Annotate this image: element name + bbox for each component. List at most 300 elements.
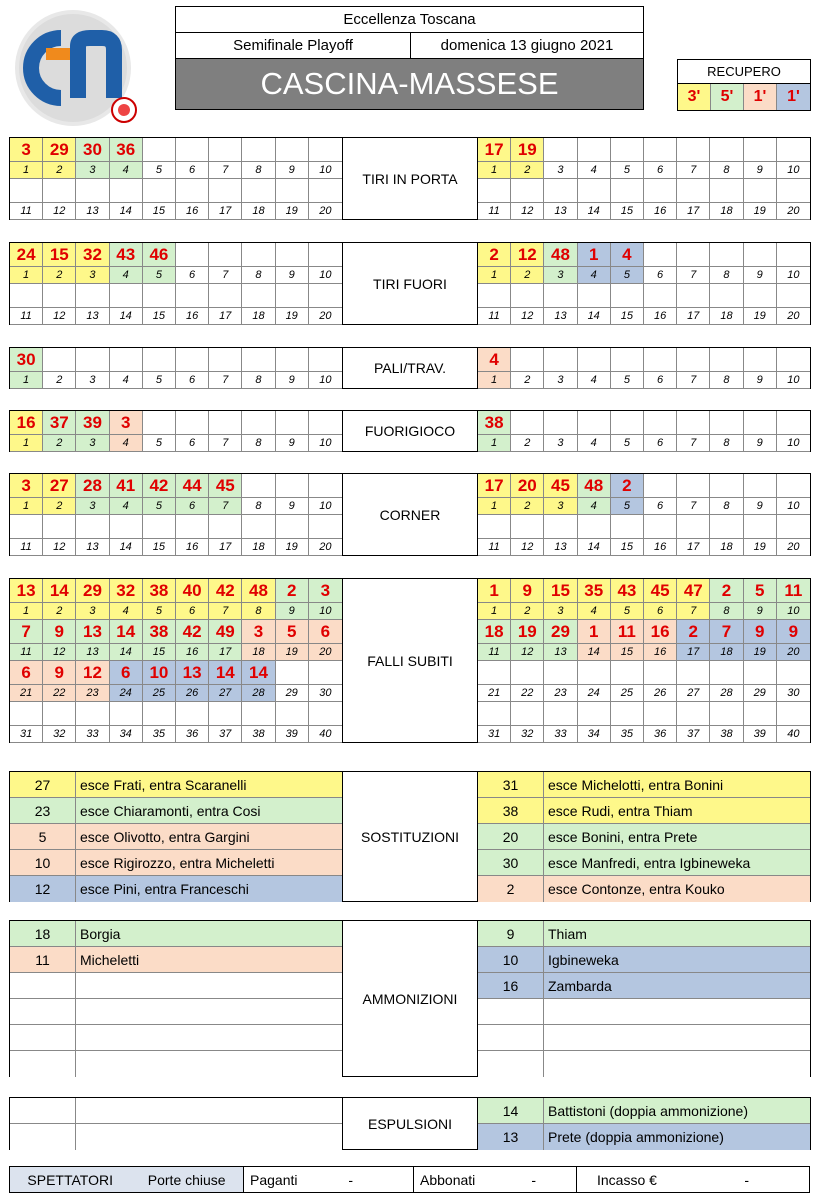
minute-cell	[544, 179, 577, 203]
minute: 31	[478, 772, 544, 798]
minute-cell: 42	[176, 620, 209, 644]
index-cell: 33	[76, 726, 109, 743]
minute-cell	[76, 348, 109, 372]
minute-cell	[578, 348, 611, 372]
index-cell: 21	[10, 685, 43, 702]
minute-cell	[478, 284, 511, 308]
index-cell: 13	[76, 644, 109, 661]
home-grid-3	[9, 410, 343, 452]
minute-cell	[110, 284, 143, 308]
event-text	[76, 973, 342, 999]
index-cell: 19	[276, 539, 309, 556]
minute-cell: 13	[76, 620, 109, 644]
index-cell: 40	[777, 726, 810, 743]
index-cell: 16	[176, 539, 209, 556]
minute-cell	[143, 284, 176, 308]
minute-cell: 12	[76, 661, 109, 685]
index-cell: 14	[110, 308, 143, 325]
home-grid-4	[9, 473, 343, 556]
minute-cell: 2	[677, 620, 710, 644]
minute: 14	[478, 1098, 544, 1124]
minute-cell	[677, 284, 710, 308]
index-cell: 17	[677, 308, 710, 325]
phase-label: Semifinale Playoff	[175, 32, 411, 59]
section-label: FALLI SUBITI	[343, 578, 477, 743]
index-cell: 9	[744, 162, 777, 179]
event-text	[76, 1025, 342, 1051]
minute-cell	[644, 515, 677, 539]
minute-cell	[76, 179, 109, 203]
minute	[10, 1051, 76, 1077]
minute-cell: 24	[10, 243, 43, 267]
minute-cell	[744, 702, 777, 726]
index-cell: 27	[209, 685, 242, 702]
index-cell: 7	[677, 498, 710, 515]
index-cell: 2	[43, 498, 76, 515]
minute-cell	[710, 138, 743, 162]
minute-cell: 18	[478, 620, 511, 644]
index-cell: 37	[677, 726, 710, 743]
index-cell: 10	[309, 498, 342, 515]
index-cell: 19	[744, 308, 777, 325]
home-grid-2	[9, 347, 343, 389]
index-cell: 18	[710, 539, 743, 556]
index-cell: 7	[677, 603, 710, 620]
minute-cell: 32	[76, 243, 109, 267]
index-cell: 1	[10, 267, 43, 284]
index-cell: 13	[76, 539, 109, 556]
event-text: Micheletti	[76, 947, 342, 973]
index-cell: 3	[544, 603, 577, 620]
minute-cell: 19	[511, 138, 544, 162]
index-cell: 6	[644, 162, 677, 179]
event-text: Borgia	[76, 921, 342, 947]
minute-cell	[511, 179, 544, 203]
minute-cell	[43, 515, 76, 539]
index-cell: 24	[578, 685, 611, 702]
minute-cell	[309, 179, 342, 203]
minute: 12	[10, 876, 76, 902]
index-cell: 15	[143, 644, 176, 661]
index-cell: 26	[176, 685, 209, 702]
index-cell: 8	[710, 603, 743, 620]
index-cell: 17	[677, 539, 710, 556]
away-grid-0	[477, 137, 811, 220]
minute-cell	[710, 179, 743, 203]
minute: 10	[10, 850, 76, 876]
minute-cell	[777, 243, 810, 267]
index-cell: 36	[644, 726, 677, 743]
index-cell: 26	[644, 685, 677, 702]
paganti-label: Paganti	[250, 1171, 298, 1188]
index-cell: 17	[209, 308, 242, 325]
minute-cell: 37	[43, 411, 76, 435]
index-cell: 8	[242, 267, 275, 284]
index-cell: 35	[611, 726, 644, 743]
index-cell: 3	[544, 498, 577, 515]
index-cell: 36	[176, 726, 209, 743]
index-cell: 13	[544, 539, 577, 556]
minute-cell	[544, 515, 577, 539]
index-cell: 7	[209, 267, 242, 284]
index-cell: 6	[176, 162, 209, 179]
index-cell: 2	[43, 372, 76, 389]
minute-cell: 44	[176, 474, 209, 498]
minute-cell	[544, 138, 577, 162]
index-cell: 5	[143, 372, 176, 389]
minute-cell	[578, 411, 611, 435]
home-grid-0	[9, 137, 343, 220]
index-cell: 15	[611, 308, 644, 325]
minute-cell	[276, 661, 309, 685]
minute-cell: 2	[710, 579, 743, 603]
index-cell: 9	[276, 267, 309, 284]
recupero-value: 5'	[711, 84, 744, 110]
minute-cell	[209, 179, 242, 203]
minute-cell	[309, 411, 342, 435]
minute-cell	[478, 515, 511, 539]
index-cell: 19	[744, 539, 777, 556]
minute-cell: 9	[43, 661, 76, 685]
index-cell: 15	[143, 203, 176, 220]
minute-cell	[744, 179, 777, 203]
index-cell: 14	[110, 203, 143, 220]
index-cell: 23	[76, 685, 109, 702]
minute-cell: 11	[611, 620, 644, 644]
event-text: esce Chiaramonti, entra Cosi	[76, 798, 342, 824]
minute-cell	[76, 702, 109, 726]
minute-cell	[744, 515, 777, 539]
index-cell: 30	[309, 685, 342, 702]
minute-cell	[578, 284, 611, 308]
minute-cell	[777, 661, 810, 685]
minute-cell	[176, 138, 209, 162]
minute-cell	[309, 243, 342, 267]
index-cell: 17	[209, 539, 242, 556]
index-cell: 11	[10, 644, 43, 661]
minute-cell	[110, 702, 143, 726]
minute-cell: 45	[209, 474, 242, 498]
index-cell: 13	[76, 203, 109, 220]
minute-cell: 1	[478, 579, 511, 603]
index-cell: 39	[276, 726, 309, 743]
minute-cell	[611, 515, 644, 539]
section-label: TIRI FUORI	[343, 242, 477, 325]
index-cell: 2	[43, 435, 76, 452]
index-cell: 10	[777, 498, 810, 515]
minute-cell	[242, 348, 275, 372]
minute-cell	[478, 702, 511, 726]
index-cell: 8	[710, 498, 743, 515]
index-cell: 18	[710, 644, 743, 661]
index-cell: 17	[209, 644, 242, 661]
minute-cell	[611, 284, 644, 308]
recupero-value: 3'	[678, 84, 711, 110]
minute-cell: 2	[478, 243, 511, 267]
index-cell: 1	[10, 603, 43, 620]
index-cell: 7	[209, 372, 242, 389]
index-cell: 10	[777, 267, 810, 284]
index-cell: 2	[511, 267, 544, 284]
index-cell: 8	[710, 435, 743, 452]
index-cell: 5	[143, 603, 176, 620]
event-text: esce Olivotto, entra Gargini	[76, 824, 342, 850]
index-cell: 17	[677, 203, 710, 220]
index-cell: 3	[544, 435, 577, 452]
index-cell: 7	[677, 435, 710, 452]
minute-cell: 35	[578, 579, 611, 603]
event-text	[76, 999, 342, 1025]
index-cell: 12	[511, 203, 544, 220]
index-cell: 10	[309, 603, 342, 620]
index-cell: 11	[478, 203, 511, 220]
minute-cell	[76, 515, 109, 539]
event-text: esce Rudi, entra Thiam	[544, 798, 810, 824]
minute-cell	[777, 179, 810, 203]
minute-cell: 30	[76, 138, 109, 162]
minute-cell: 45	[644, 579, 677, 603]
match-title: CASCINA-MASSESE	[175, 58, 644, 110]
index-cell: 4	[578, 267, 611, 284]
index-cell: 6	[644, 435, 677, 452]
event-text: Prete (doppia ammonizione)	[544, 1124, 810, 1150]
minute-cell	[710, 702, 743, 726]
minute: 23	[10, 798, 76, 824]
index-cell: 4	[578, 603, 611, 620]
recupero-label: RECUPERO	[678, 60, 810, 84]
index-cell: 28	[242, 685, 275, 702]
index-cell: 1	[478, 162, 511, 179]
minute-cell	[176, 179, 209, 203]
minute-cell	[276, 474, 309, 498]
event-text: esce Manfredi, entra Igbineweka	[544, 850, 810, 876]
index-cell: 4	[110, 162, 143, 179]
event-text: Thiam	[544, 921, 810, 947]
minute-cell: 46	[143, 243, 176, 267]
index-cell: 1	[478, 603, 511, 620]
section-label: TIRI IN PORTA	[343, 137, 477, 220]
minute-cell	[209, 243, 242, 267]
minute-cell	[176, 348, 209, 372]
index-cell: 13	[544, 308, 577, 325]
minute-cell: 13	[10, 579, 43, 603]
index-cell: 38	[242, 726, 275, 743]
minute-cell: 17	[478, 138, 511, 162]
minute-cell	[209, 284, 242, 308]
minute-cell: 9	[744, 620, 777, 644]
index-cell: 10	[777, 435, 810, 452]
minute-cell	[176, 702, 209, 726]
recupero-value: 1'	[744, 84, 777, 110]
minute-cell: 12	[511, 243, 544, 267]
minute-cell: 29	[76, 579, 109, 603]
minute-cell	[143, 179, 176, 203]
index-cell: 12	[511, 644, 544, 661]
index-cell: 4	[110, 498, 143, 515]
index-cell: 3	[76, 372, 109, 389]
index-cell: 11	[478, 539, 511, 556]
minute-cell	[10, 284, 43, 308]
index-cell: 22	[43, 685, 76, 702]
index-cell: 11	[10, 203, 43, 220]
event-text: Igbineweka	[544, 947, 810, 973]
minute-cell	[744, 138, 777, 162]
incasso-label: Incasso €	[597, 1171, 657, 1188]
minute-cell: 10	[143, 661, 176, 685]
index-cell: 11	[478, 308, 511, 325]
sostituzioni-label: SOSTITUZIONI	[343, 771, 477, 902]
index-cell: 2	[43, 603, 76, 620]
porte-label: Porte chiuse	[147, 1171, 226, 1188]
index-cell: 31	[10, 726, 43, 743]
minute	[478, 1051, 544, 1077]
minute-cell	[578, 138, 611, 162]
index-cell: 3	[544, 267, 577, 284]
recupero-box	[677, 59, 811, 111]
index-cell: 19	[744, 203, 777, 220]
minute-cell: 38	[478, 411, 511, 435]
minute-cell	[242, 179, 275, 203]
minute-cell	[309, 702, 342, 726]
index-cell: 20	[309, 644, 342, 661]
index-cell: 8	[242, 603, 275, 620]
espulsioni-away-list	[477, 1097, 811, 1150]
minute-cell	[777, 411, 810, 435]
index-cell: 6	[644, 498, 677, 515]
index-cell: 15	[143, 308, 176, 325]
index-cell: 9	[744, 372, 777, 389]
index-cell: 31	[478, 726, 511, 743]
minute-cell	[276, 348, 309, 372]
minute-cell	[578, 661, 611, 685]
index-cell: 3	[76, 435, 109, 452]
minute-cell	[544, 411, 577, 435]
index-cell: 37	[209, 726, 242, 743]
minute-cell	[242, 284, 275, 308]
index-cell: 22	[511, 685, 544, 702]
minute-cell	[644, 179, 677, 203]
minute: 5	[10, 824, 76, 850]
event-text	[544, 1051, 810, 1077]
index-cell: 12	[43, 539, 76, 556]
index-cell: 4	[110, 267, 143, 284]
index-cell: 6	[644, 267, 677, 284]
event-text: esce Frati, entra Scaranelli	[76, 772, 342, 798]
minute-cell: 14	[43, 579, 76, 603]
index-cell: 10	[777, 603, 810, 620]
minute-cell: 9	[511, 579, 544, 603]
minute-cell	[309, 138, 342, 162]
index-cell: 9	[276, 435, 309, 452]
minute-cell: 2	[276, 579, 309, 603]
index-cell: 16	[176, 644, 209, 661]
away-grid-4	[477, 473, 811, 556]
index-cell: 20	[777, 308, 810, 325]
minute-cell: 5	[276, 620, 309, 644]
minute-cell: 3	[242, 620, 275, 644]
index-cell: 7	[677, 267, 710, 284]
minute: 9	[478, 921, 544, 947]
index-cell: 11	[10, 308, 43, 325]
away-grid-1	[477, 242, 811, 325]
minute-cell: 48	[544, 243, 577, 267]
index-cell: 23	[544, 685, 577, 702]
minute-cell	[209, 411, 242, 435]
minute-cell	[110, 179, 143, 203]
minute-cell: 47	[677, 579, 710, 603]
minute-cell	[511, 284, 544, 308]
minute-cell: 28	[76, 474, 109, 498]
minute-cell	[276, 411, 309, 435]
section-label: FUORIGIOCO	[343, 410, 477, 452]
minute-cell	[176, 284, 209, 308]
index-cell: 17	[677, 644, 710, 661]
index-cell: 19	[276, 308, 309, 325]
minute-cell	[242, 702, 275, 726]
minute: 30	[478, 850, 544, 876]
minute-cell: 20	[511, 474, 544, 498]
minute-cell	[478, 661, 511, 685]
minute-cell	[777, 702, 810, 726]
index-cell: 4	[578, 498, 611, 515]
event-text	[76, 1051, 342, 1077]
minute-cell	[242, 243, 275, 267]
minute-cell	[710, 411, 743, 435]
minute	[478, 999, 544, 1025]
minute-cell	[744, 284, 777, 308]
competition-title: Eccellenza Toscana	[175, 6, 644, 33]
index-cell: 9	[276, 498, 309, 515]
minute-cell	[744, 243, 777, 267]
index-cell: 20	[309, 203, 342, 220]
minute-cell: 41	[110, 474, 143, 498]
index-cell: 1	[478, 267, 511, 284]
index-cell: 5	[611, 435, 644, 452]
minute-cell	[10, 515, 43, 539]
index-cell: 7	[677, 162, 710, 179]
minute-cell: 27	[43, 474, 76, 498]
index-cell: 5	[143, 498, 176, 515]
minute-cell	[143, 138, 176, 162]
minute-cell	[511, 702, 544, 726]
minute-cell	[544, 702, 577, 726]
minute: 18	[10, 921, 76, 947]
minute-cell	[242, 474, 275, 498]
abbonati-value: -	[531, 1171, 536, 1188]
minute-cell	[744, 348, 777, 372]
index-cell: 18	[242, 308, 275, 325]
index-cell: 9	[744, 267, 777, 284]
index-cell: 10	[309, 267, 342, 284]
index-cell: 18	[242, 203, 275, 220]
index-cell: 14	[110, 644, 143, 661]
minute-cell	[544, 348, 577, 372]
minute	[478, 1025, 544, 1051]
index-cell: 3	[76, 603, 109, 620]
minute-cell	[677, 179, 710, 203]
minute-cell	[677, 515, 710, 539]
index-cell: 6	[644, 372, 677, 389]
footer	[9, 1166, 810, 1193]
minute-cell: 42	[209, 579, 242, 603]
minute	[10, 1124, 76, 1150]
minute-cell	[644, 411, 677, 435]
index-cell: 4	[578, 372, 611, 389]
index-cell: 9	[276, 372, 309, 389]
minute-cell	[176, 243, 209, 267]
minute-cell: 45	[544, 474, 577, 498]
minute-cell	[644, 284, 677, 308]
